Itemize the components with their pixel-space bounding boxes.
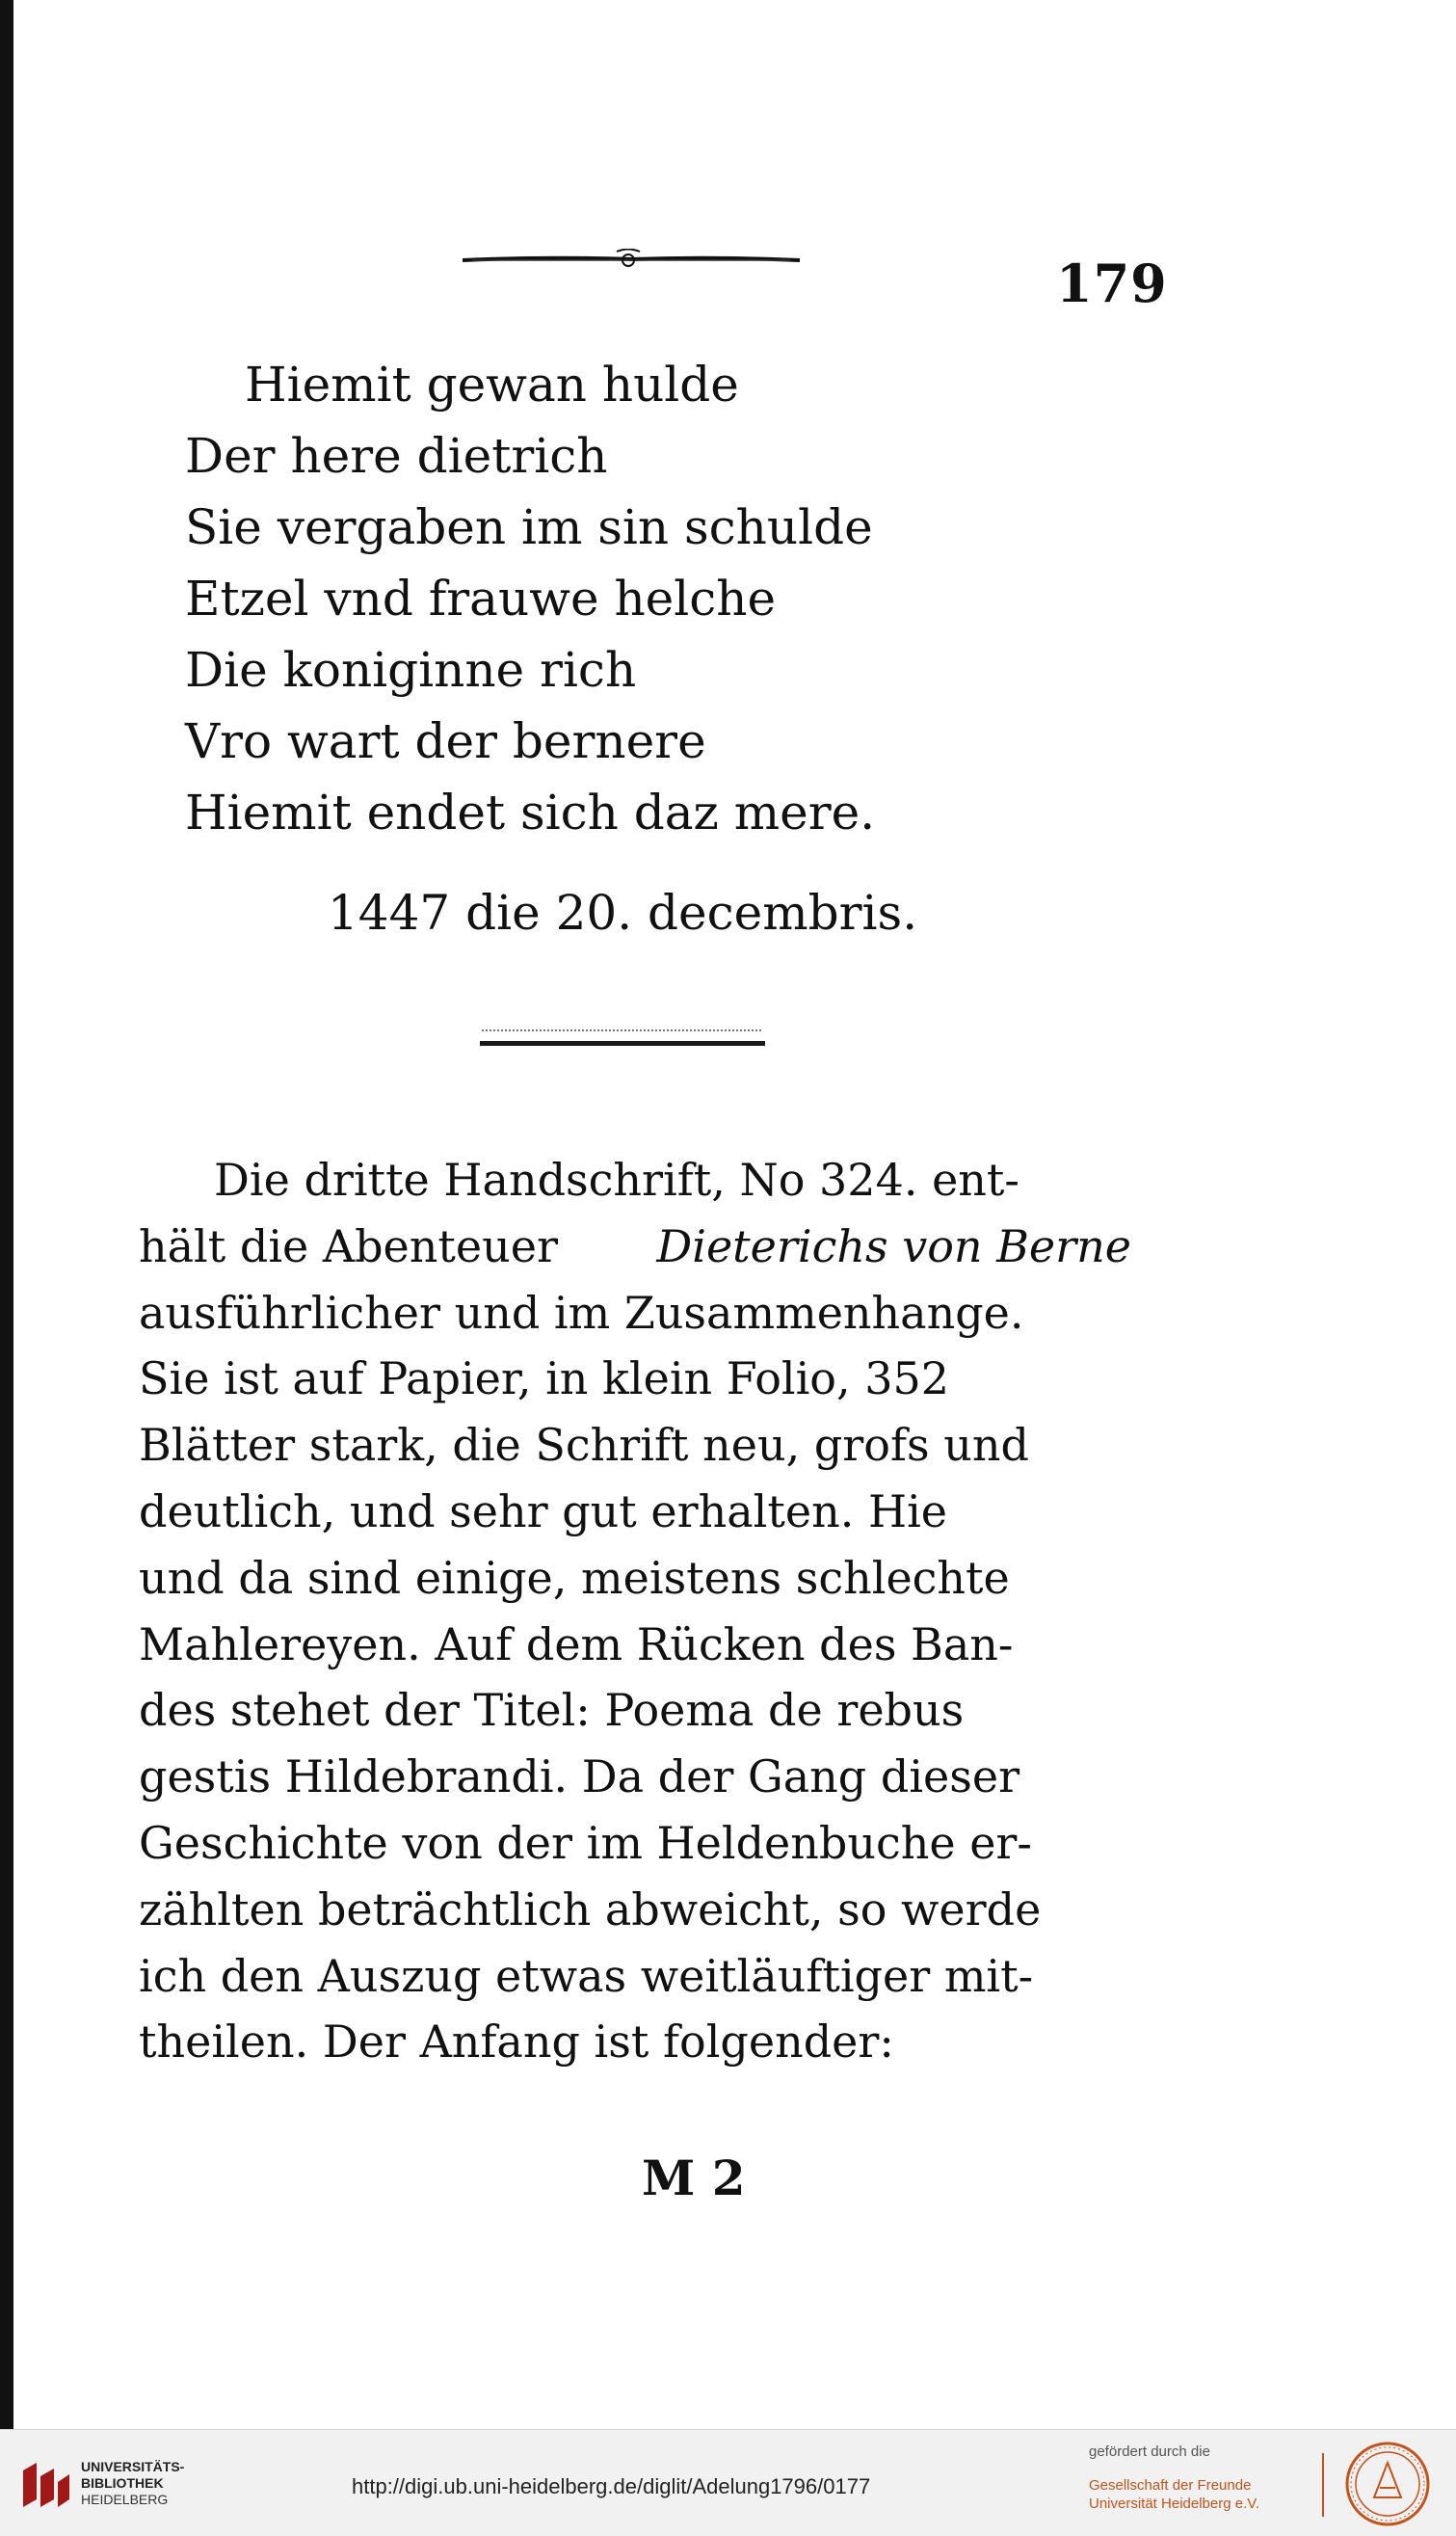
- verse-line: Etzel vnd frauwe helche: [185, 571, 777, 627]
- prose-line: [139, 1280, 1131, 1347]
- prose-paragraph: [139, 1147, 1131, 2075]
- verse-line: Die koniginne rich: [185, 642, 637, 698]
- prose-text: theilen. Der Anfang ist folgender:: [139, 2015, 894, 2069]
- prose-text: Sie ist auf Papier, in klein Folio, 352: [139, 1352, 950, 1405]
- library-logo-icon: [15, 2457, 73, 2515]
- footer-divider: [1322, 2453, 1324, 2517]
- prose-text: des stehet der Titel: Poema de rebus: [139, 1684, 965, 1737]
- verse-line: Vro wart der bernere: [185, 713, 706, 769]
- verse-line: Hiemit gewan hulde: [245, 357, 739, 413]
- prose-line: [139, 1943, 1131, 2010]
- verse-line: Hiemit endet sich daz mere.: [185, 785, 876, 841]
- university-seal-icon: [1345, 2442, 1430, 2526]
- library-name: [81, 2459, 184, 2508]
- prose-text: gestis Hildebrandi. Da der Gang dieser: [139, 1750, 1020, 1803]
- prose-text: deutlich, und sehr gut erhalten. Hie: [139, 1484, 948, 1537]
- header-ornament: [463, 249, 800, 270]
- prose-line: [139, 1612, 1131, 1678]
- prose-italic-name: Dieterichs von Berne: [656, 1219, 1131, 1272]
- prose-line: [139, 1545, 1131, 1612]
- prose-text: Die dritte Handschrift, No 324. ent-: [214, 1154, 1019, 1206]
- prose-text: Geschichte von der im Heldenbuche er-: [139, 1816, 1032, 1869]
- prose-line: [139, 1677, 1131, 1744]
- prose-text: ausführlicher und im Zusammenhange.: [139, 1286, 1024, 1339]
- prose-line: [139, 2009, 1131, 2075]
- prose-line: [139, 1214, 1131, 1280]
- society-name: [1089, 2476, 1259, 2513]
- prose-text: Mahlereyen. Auf dem Rücken des Ban-: [139, 1617, 1014, 1670]
- library-name-line: HEIDELBERG: [81, 2492, 169, 2507]
- prose-line: [139, 1346, 1131, 1412]
- prose-text: ich den Auszug etwas weitläuftiger mit-: [139, 1949, 1034, 2002]
- prose-line: [139, 1412, 1131, 1479]
- verse-block: [185, 349, 875, 848]
- library-name-line: BIBLIOTHEK: [81, 2475, 164, 2491]
- verse-line: Der here dietrich: [185, 428, 608, 484]
- society-name-line: Gesellschaft der Freunde: [1089, 2477, 1252, 2494]
- prose-line: [139, 1479, 1131, 1545]
- signature-mark: M 2: [642, 2149, 746, 2206]
- funded-by-label: gefördert durch die: [1089, 2443, 1210, 2460]
- page-number: 179: [1056, 253, 1168, 314]
- verse-line: Sie vergaben im sin schulde: [185, 499, 873, 555]
- prose-line: [139, 1744, 1131, 1810]
- society-name-line: Universität Heidelberg e.V.: [1089, 2496, 1260, 2512]
- prose-text: Blätter stark, die Schrift neu, grofs und: [139, 1419, 1029, 1472]
- page-gutter-shadow: [0, 0, 13, 2429]
- permalink-url[interactable]: http://digi.ub.uni-heidelberg.de/diglit/Adelung1796/0177: [352, 2474, 871, 2498]
- section-rule-dots: [482, 1029, 761, 1033]
- prose-text: hält die Abenteuer: [139, 1219, 558, 1272]
- prose-text: zählten beträchtlich abweicht, so werde: [139, 1882, 1042, 1935]
- prose-line: [139, 1877, 1131, 1943]
- colophon-date: 1447 die 20. decembris.: [328, 885, 918, 941]
- prose-line: [139, 1147, 1131, 1214]
- prose-text: und da sind einige, meistens schlechte: [139, 1551, 1010, 1604]
- prose-line: [139, 1810, 1131, 1877]
- section-rule: [480, 1041, 765, 1046]
- library-name-line: UNIVERSITÄTS-: [81, 2459, 185, 2474]
- footer-bar: [0, 2429, 1456, 2536]
